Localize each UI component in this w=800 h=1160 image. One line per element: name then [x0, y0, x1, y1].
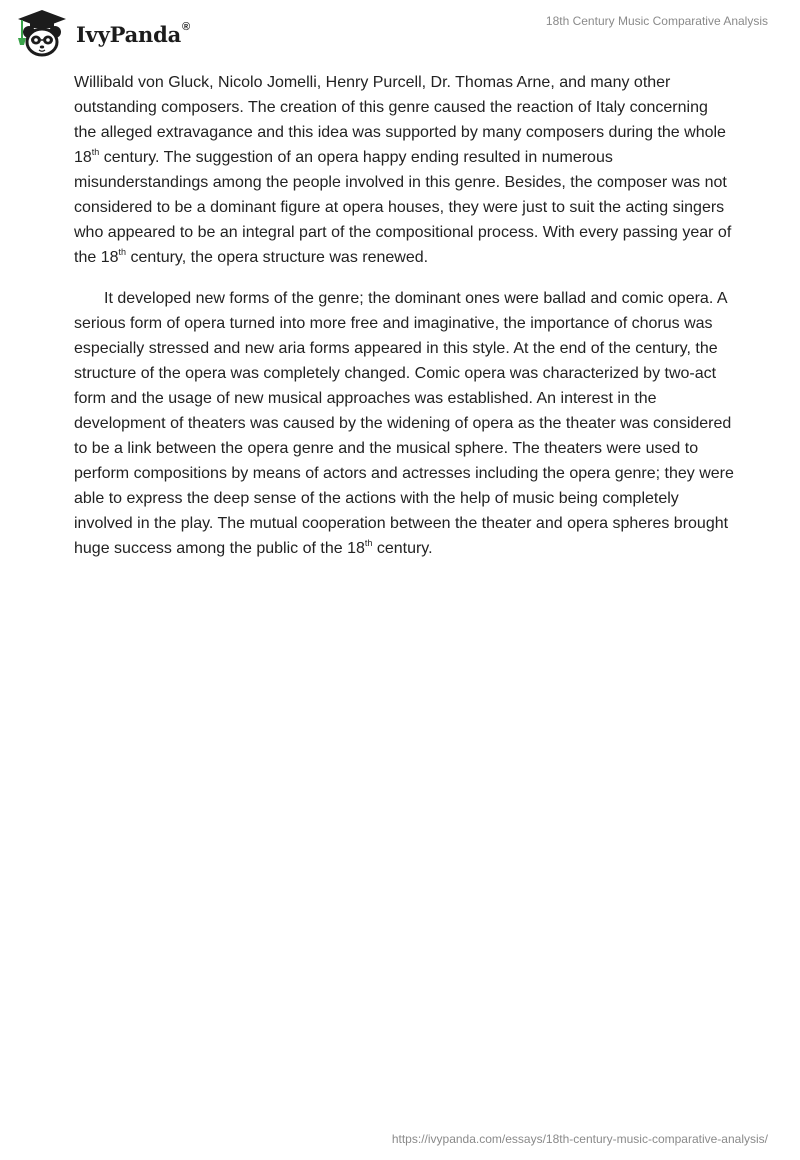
paragraph: Willibald von Gluck, Nicolo Jomelli, Henry Purcell, Dr. Thomas Arne, and many other outstanding composers. The creation of this genre caused the reaction of Italy concerning the alleged extravagance and this idea was supported by many composers during the whole 18th century. The suggestion of an opera happy ending resulted in numerous misunderstandings among the people involved in this genre. Besides, the composer was not considered to be a dominant figure at opera houses, they were just to suit the acting singers who appeared to be an integral part of the compositional process. With every passing year of the 18th century, the opera structure was renewed.	[74, 74, 732, 266]
essay-body	[74, 70, 734, 561]
source-url[interactable]: https://ivypanda.com/essays/18th-century-music-comparative-analysis/	[391, 1132, 768, 1146]
logo-wordmark: IvyPanda®	[76, 20, 190, 47]
paragraph: It developed new forms of the genre; the dominant ones were ballad and comic opera. A serious form of opera turned into more free and imaginative, the importance of chorus was especially stressed and new aria forms appeared in this style. At the end of the century, the structure of the opera was completely changed. Comic opera was characterized by two-act form and the usage of new musical approaches was established. An interest in the development of theaters was caused by the widening of opera as the theater was considered to be a link between the opera genre and the musical sphere. The theaters were used to perform compositions by means of actors and actresses including the opera genre; they were able to express the deep sense of the actions with the help of music being completely involved in the play. The mutual cooperation between the theater and opera spheres brought huge success among the public of the 18th century.	[74, 290, 734, 557]
page-header	[0, 0, 800, 70]
panda-graduate-icon	[14, 8, 70, 58]
document-title: 18th Century Music Comparative Analysis	[545, 14, 768, 28]
ivypanda-logo[interactable]	[14, 8, 190, 58]
